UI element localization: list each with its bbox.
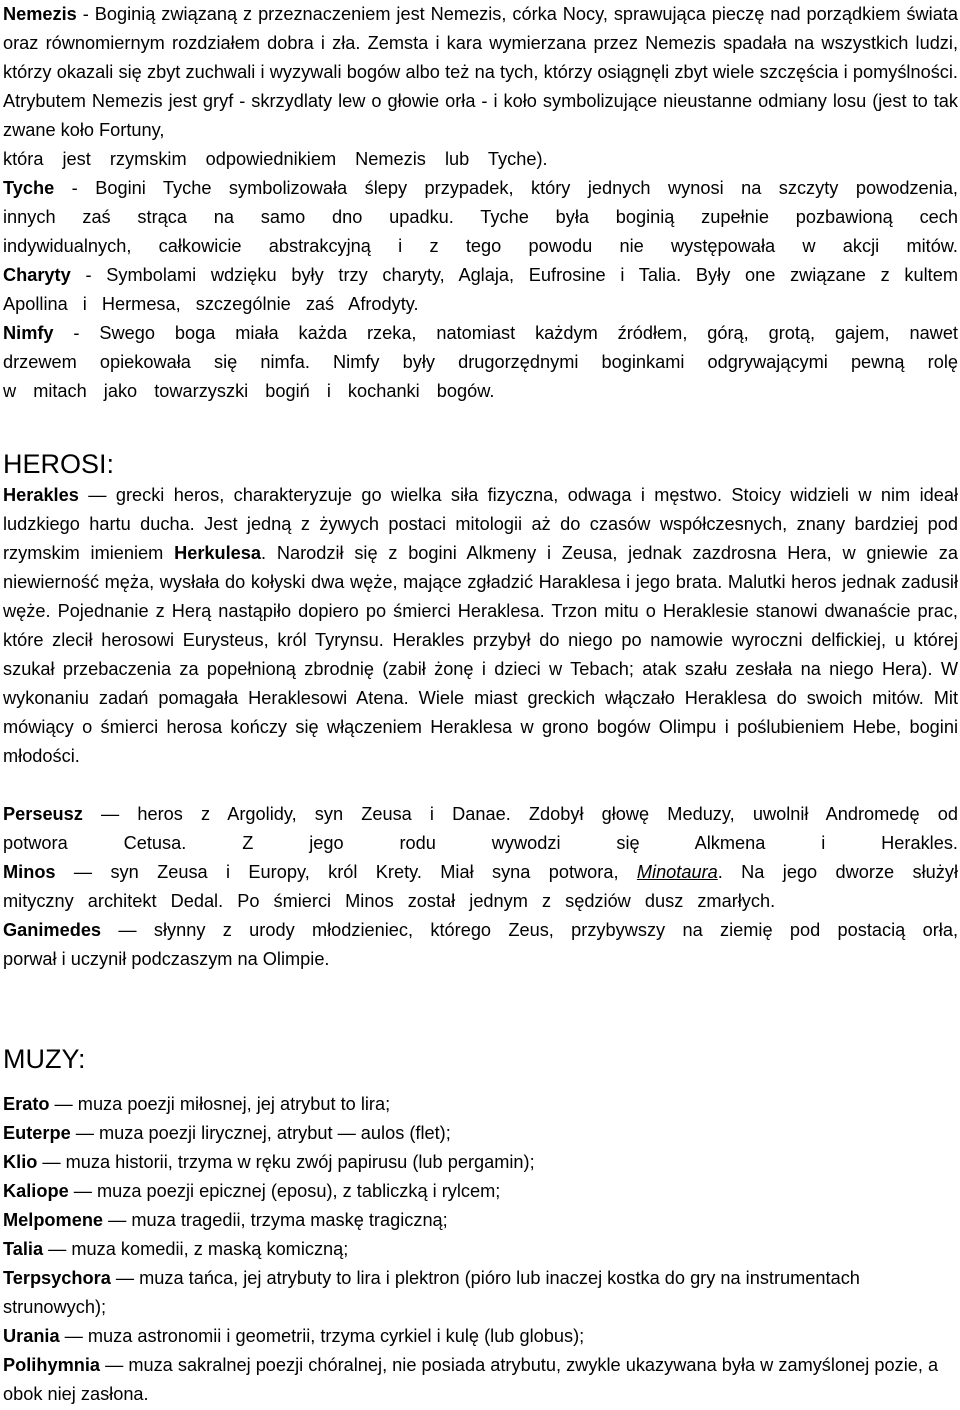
tyche-name: Tyche — [3, 178, 55, 198]
muse-name: Melpomene — [3, 1210, 104, 1230]
muse-item-talia: Talia — muza komedii, z maską komiczną; — [3, 1239, 349, 1259]
muse-name: Euterpe — [3, 1123, 71, 1143]
muse-name: Klio — [3, 1152, 38, 1172]
minos-paragraph — [3, 858, 958, 916]
charyty-line-1: Charyty - Symbolami wdzięku były trzy charyty, Aglaja, Eufrosine i Talia. Były one związane z kultem — [3, 265, 958, 285]
muse-name: Talia — [3, 1239, 44, 1259]
nemezis-text: - Boginią związaną z przeznaczeniem jest Nemezis, córka Nocy, sprawująca pieczę nad porządkiem świata oraz równomiernym rozdziałem dobra i zła. Zemsta i kara wymierzana przez Nemezis spadała na wszystkich ludzi, którzy okazali się zbyt zuchwali i wyzywali bogów albo też na tych, którzy osiągnęli zbyt wiele szczęścia i pomyślności. Atrybutem Nemezis jest gryf - skrzydlaty lew o głowie orła - i koło symbolizujące nieustanne odmiany losu (jest to tak zwane koło Fortuny, — [3, 4, 958, 140]
ganimedes-paragraph — [3, 916, 958, 974]
charyty-name: Charyty — [3, 265, 71, 285]
herakles-name: Herakles — [3, 485, 79, 505]
nimfy-name: Nimfy — [3, 323, 54, 343]
muses-list — [3, 1090, 958, 1409]
muse-item-terpsychora: Terpsychora — muza tańca, jej atrybuty to lira i plektron (pióro lub inaczej kostka do gry na instrumentach strunowych); — [3, 1268, 860, 1317]
minos-line-2: mityczny architekt Dedal. Po śmierci Minos został jednym z sędziów dusz zmarłych. — [3, 891, 776, 911]
heroes-heading: HEROSI: — [3, 449, 115, 479]
muse-item-euterpe: Euterpe — muza poezji lirycznej, atrybut — aulos (flet); — [3, 1123, 451, 1143]
nemezis-body — [3, 0, 958, 145]
nimfy-line-1: Nimfy - Swego boga miała każda rzeka, natomiast każdym źródłem, górą, grotą, gajem, nawet — [3, 323, 958, 343]
tyche-paragraph — [3, 174, 958, 261]
nimfy-paragraph — [3, 319, 958, 406]
perseusz-line-1: Perseusz — heros z Argolidy, syn Zeusa i Danae. Zdobył głowę Meduzy, uwolnił Andromedę od — [3, 804, 958, 824]
nemezis-name: Nemezis — [3, 4, 77, 24]
muse-item-polihymnia: Polihymnia — muza sakralnej poezji chóralnej, nie posiada atrybutu, zwykle ukazywana była w zamyślonej pozie, a obok niej zasłona. — [3, 1355, 939, 1404]
ganimedes-name: Ganimedes — [3, 920, 102, 940]
muse-name: Urania — [3, 1326, 60, 1346]
tyche-line-1: Tyche - Bogini Tyche symbolizowała ślepy przypadek, który jednych wynosi na szczyty powodzenia, — [3, 178, 958, 198]
ganimedes-line-2: porwał i uczynił podczaszym na Olimpie. — [3, 949, 330, 969]
perseusz-paragraph — [3, 800, 958, 858]
charyty-line-2: Apollina i Hermesa, szczególnie zaś Afrodyty. — [3, 294, 419, 314]
minos-name: Minos — [3, 862, 56, 882]
herakles-paragraph: Herakles — grecki heros, charakteryzuje go wielka siła fizyczna, odwaga i męstwo. Stoicy widzieli w nim ideał ludzkiego hartu ducha. Jest jedną z żywych postaci mitologii aż do czasów współczesnych, znany bardziej pod rzymskim imieniem Herkulesa. Narodził się z bogini Alkmeny i Zeusa, jednak zazdrosna Hera, w gniewie za niewierność męża, wysłała do kołyski dwa węże, mające zgładzić Haraklesa i jego brata. Malutki heros jednak zadusił węże. Pojednanie z Herą nastąpiło dopiero po śmierci Heraklesa. Trzon mitu o Heraklesie stanowi dwanaście prac, które zlecił herosowi Eurysteus, król Tyrynsu. Herakles przybył do niego po namowie wyroczni delfickiej, u której szukał przebaczenia za popełnioną zbrodnię (zabił żonę i dzieci w Tebach; atak szału zesłała na niego Hera). W wykonaniu zadań pomagała Heraklesowi Atena. Wiele miast greckich włączało Heraklesa do swoich mitów. Mit mówiący o śmierci herosa kończy się włączeniem Heraklesa w grono bogów Olimpu i poślubieniem Hebe, bogini młodości. — [3, 485, 958, 766]
perseusz-name: Perseusz — [3, 804, 83, 824]
muse-item-urania: Urania — muza astronomii i geometrii, trzyma cyrkiel i kulę (lub globus); — [3, 1326, 585, 1346]
muse-item-klio: Klio — muza historii, trzyma w ręku zwój papirusu (lub pergamin); — [3, 1152, 535, 1172]
charyty-paragraph — [3, 261, 958, 319]
herkules-name: Herkulesa — [174, 543, 262, 563]
tyche-line-2: innych zaś strąca na samo dno upadku. Tyche była boginią zupełnie pozbawioną cech — [3, 207, 958, 227]
muse-item-melpomene: Melpomene — muza tragedii, trzyma maskę tragiczną; — [3, 1210, 448, 1230]
muse-name: Kaliope — [3, 1181, 69, 1201]
minos-line-1: Minos — syn Zeusa i Europy, król Krety. Miał syna potwora, Minotaura. Na jego dworze służył — [3, 862, 958, 882]
nemezis-paragraph — [3, 0, 958, 174]
muse-item-kaliope: Kaliope — muza poezji epicznej (eposu), z tabliczką i rylcem; — [3, 1181, 501, 1201]
muse-name: Erato — [3, 1094, 50, 1114]
perseusz-line-2: potwora Cetusa. Z jego rodu wywodzi się Alkmena i Herakles. — [3, 833, 958, 853]
ganimedes-line-1: Ganimedes — słynny z urody młodzieniec, którego Zeus, przybywszy na ziemię pod postacią orła, — [3, 920, 958, 940]
muse-name: Polihymnia — [3, 1355, 101, 1375]
nimfy-line-3: w mitach jako towarzyszki bogiń i kochanki bogów. — [3, 381, 495, 401]
muse-item-erato: Erato — muza poezji miłosnej, jej atrybut to lira; — [3, 1094, 391, 1114]
tyche-line-3: indywidualnych, całkowicie abstrakcyjną i z tego powodu nie występowała w akcji mitów. — [3, 236, 958, 256]
muses-heading: MUZY: — [3, 1044, 86, 1074]
minotaur-link[interactable]: Minotaura — [636, 862, 718, 882]
muse-name: Terpsychora — [3, 1268, 111, 1288]
nimfy-line-2: drzewem opiekowała się nimfa. Nimfy były drugorzędnymi boginkami odgrywającymi pewną rolę — [3, 352, 958, 372]
nemezis-last-line: która jest rzymskim odpowiednikiem Nemezis lub Tyche). — [3, 149, 548, 169]
